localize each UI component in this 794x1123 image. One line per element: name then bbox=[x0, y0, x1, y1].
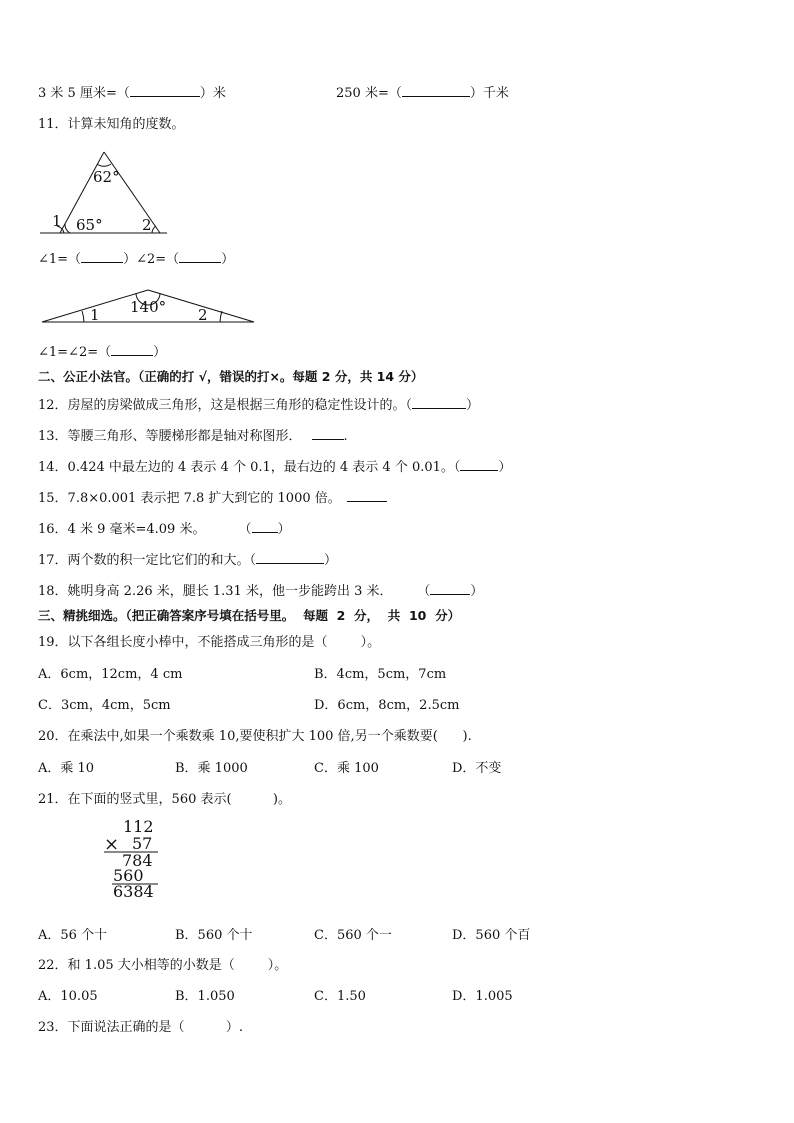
q13-end: . bbox=[343, 429, 348, 444]
calc-multiplier: 57 bbox=[132, 834, 153, 853]
calc-partial-1: 784 bbox=[122, 851, 153, 870]
q21-option-a[interactable]: A．56 个十 bbox=[38, 928, 108, 943]
q22-option-c[interactable]: C．1.50 bbox=[314, 989, 366, 1004]
q11-a2-end: ） bbox=[153, 345, 167, 360]
q21-option-c[interactable]: C．560 个一 bbox=[314, 928, 392, 943]
q19-option-d[interactable]: D．6cm，8cm，2.5cm bbox=[314, 698, 460, 713]
tri2-label-1: 1 bbox=[90, 306, 100, 324]
tri1-top-angle: 62° bbox=[93, 168, 120, 186]
q11-a2-text: ∠1=∠2=（ bbox=[38, 345, 112, 360]
q10-right-suffix: ）千米 bbox=[469, 86, 509, 101]
q17-end: ） bbox=[324, 553, 338, 568]
q16-text: 16．4 米 9 毫米=4.09 米。 （ bbox=[38, 522, 252, 537]
q20-option-d[interactable]: D．不变 bbox=[452, 761, 502, 776]
q16-end: ） bbox=[277, 522, 291, 537]
q15-text: 15．7.8×0.001 表示把 7.8 扩大到它的 1000 倍。 bbox=[38, 491, 341, 506]
q20-text: 20．在乘法中,如果一个乘数乘 10,要使积扩大 100 倍,另一个乘数要( ). bbox=[38, 729, 472, 744]
q12-text: 12．房屋的房梁做成三角形，这是根据三角形的稳定性设计的。（ bbox=[38, 398, 413, 413]
q19-option-a[interactable]: A．6cm，12cm，4 cm bbox=[38, 667, 183, 682]
q12-end: ） bbox=[466, 398, 480, 413]
calc-multiplicand: 112 bbox=[123, 817, 154, 836]
q11-text: 11．计算未知角的度数。 bbox=[38, 117, 185, 132]
tri2-label-2: 2 bbox=[198, 306, 208, 324]
section-3-title: 三、精挑细选。（把正确答案序号填在括号里。 每题 2 分， 共 10 分） bbox=[38, 608, 461, 623]
q18-end: ） bbox=[470, 584, 484, 599]
q10-left-text: 3 米 5 厘米=（ bbox=[38, 86, 130, 101]
q11-a1-end: ） bbox=[221, 252, 235, 267]
q13-text: 13．等腰三角形、等腰梯形都是轴对称图形． bbox=[38, 429, 302, 444]
q22-text: 22．和 1.05 大小相等的小数是（ ）。 bbox=[38, 958, 288, 973]
q21-text: 21．在下面的竖式里，560 表示( )。 bbox=[38, 792, 291, 807]
q14-text: 14．0.424 中最左边的 4 表示 4 个 0.1，最右边的 4 表示 4 个 0.01。（ bbox=[38, 460, 461, 475]
q18-text: 18．姚明身高 2.26 米，腿长 1.31 米，他一步能跨出 3 米． （ bbox=[38, 584, 431, 599]
tri1-label-2: 2 bbox=[142, 216, 152, 234]
tri1-inner-angle: 65° bbox=[76, 216, 103, 234]
q10-right-text: 250 米=（ bbox=[336, 86, 402, 101]
tri1-label-1: 1 bbox=[52, 212, 62, 230]
q22-option-b[interactable]: B．1.050 bbox=[175, 989, 235, 1004]
section-2-title: 二、公正小法官。（正确的打 √，错误的打×。每题 2 分，共 14 分） bbox=[38, 369, 424, 384]
q10-left-suffix: ）米 bbox=[199, 86, 226, 101]
q20-option-a[interactable]: A．乘 10 bbox=[38, 761, 95, 776]
q22-option-a[interactable]: A．10.05 bbox=[38, 989, 98, 1004]
q19-option-b[interactable]: B．4cm，5cm，7cm bbox=[314, 667, 447, 682]
q21-option-d[interactable]: D．560 个百 bbox=[452, 928, 531, 943]
q19-option-c[interactable]: C．3cm，4cm，5cm bbox=[38, 698, 171, 713]
q14-end: ） bbox=[498, 460, 512, 475]
q23-text: 23．下面说法正确的是（ ）. bbox=[38, 1020, 243, 1035]
q20-option-b[interactable]: B．乘 1000 bbox=[175, 761, 248, 776]
q11-a1-mid: ）∠2=（ bbox=[123, 252, 180, 267]
q20-option-c[interactable]: C．乘 100 bbox=[314, 761, 379, 776]
q22-option-d[interactable]: D．1.005 bbox=[452, 989, 513, 1004]
q19-text: 19．以下各组长度小棒中，不能搭成三角形的是（ ）。 bbox=[38, 635, 381, 650]
calc-times-sign: × bbox=[104, 834, 120, 855]
q11-a1-text: ∠1=（ bbox=[38, 252, 82, 267]
calc-product: 6384 bbox=[113, 882, 154, 901]
q21-option-b[interactable]: B．560 个十 bbox=[175, 928, 253, 943]
calc-partial-2: 560 bbox=[113, 866, 144, 885]
q17-text: 17．两个数的积一定比它们的和大。（ bbox=[38, 553, 257, 568]
tri2-top-angle: 140° bbox=[130, 298, 167, 316]
